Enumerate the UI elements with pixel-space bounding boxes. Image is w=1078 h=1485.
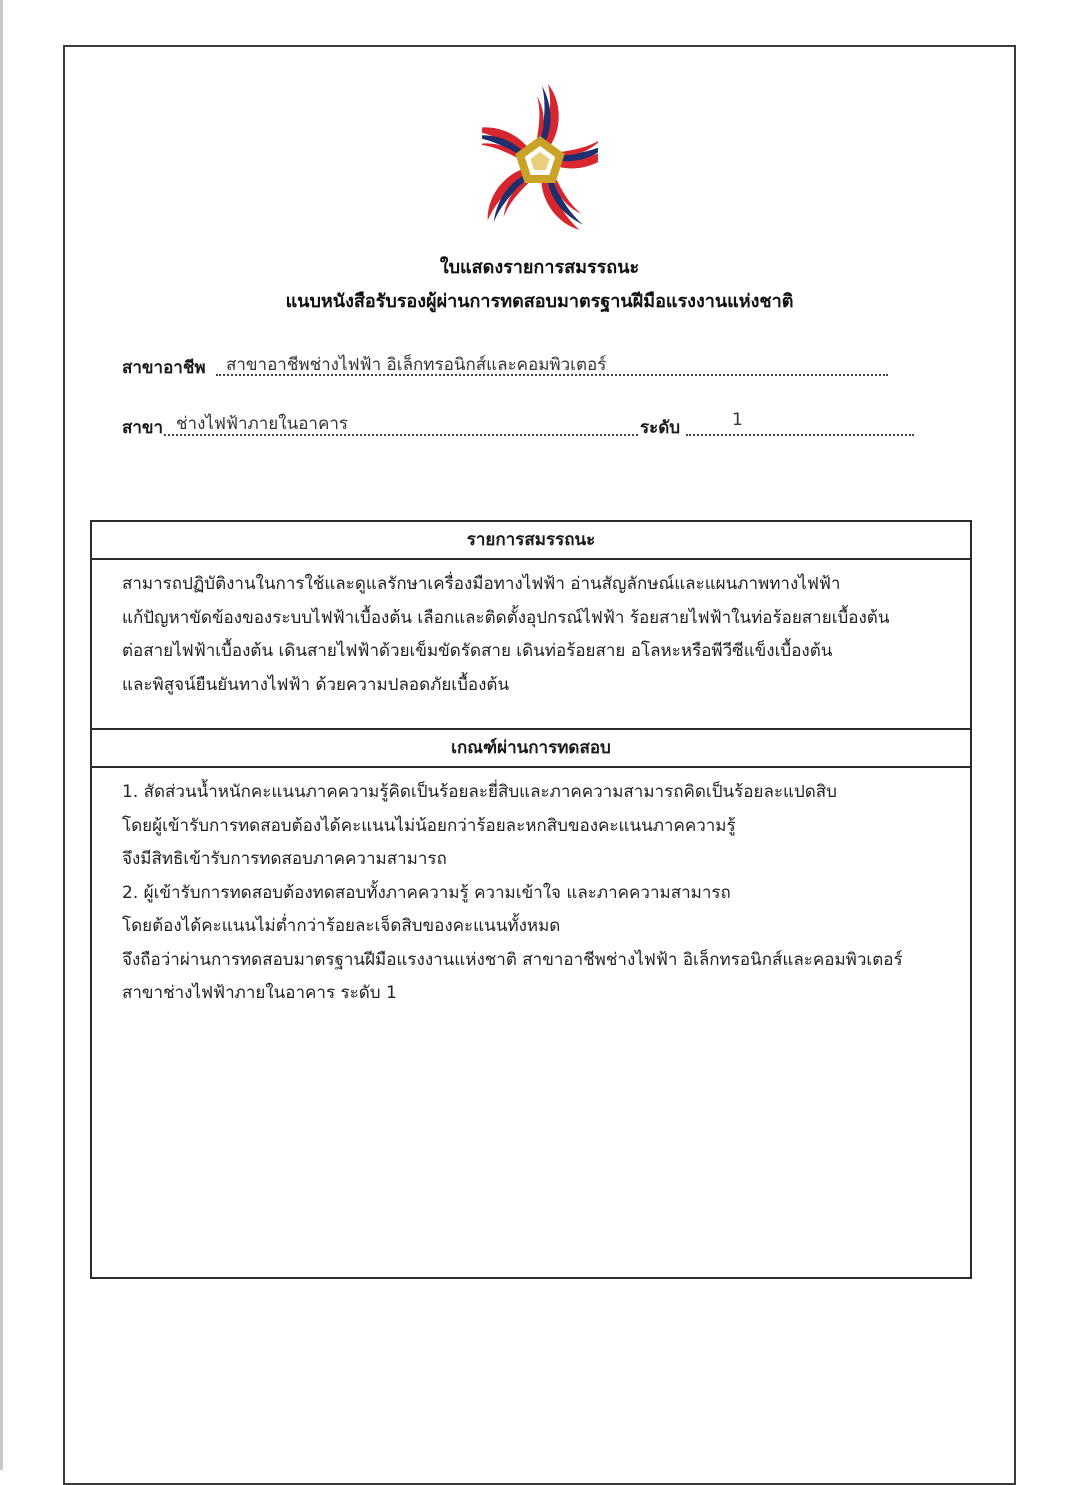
criteria-line: 1. สัดส่วนน้ำหนักคะแนนภาคความรู้คิดเป็นร้อยละยี่สิบและภาคความสามารถคิดเป็นร้อยละแปดสิบ [122,782,837,802]
competency-line: และพิสูจน์ยืนยันทางไฟฟ้า ด้วยความปลอดภัยเบื้องต้น [122,674,510,695]
criteria-line: โดยต้องได้คะแนนไม่ต่ำกว่าร้อยละเจ็ดสิบของคะแนนทั้งหมด [122,916,561,936]
dsd-emblem-logo [482,78,598,230]
competency-line: ต่อสายไฟฟ้าเบื้องต้น เดินสายไฟฟ้าด้วยเข็มขัดรัดสาย เดินท่อร้อยสาย อโลหะหรือพีวีซีแข็งเบื้องต้น [122,641,833,661]
page-left-edge [0,0,3,1470]
criteria-line: สาขาช่างไฟฟ้าภายในอาคาร ระดับ 1 [122,983,397,1003]
competency-line: สามารถปฏิบัติงานในการใช้และดูแลรักษาเครื่องมือทางไฟฟ้า อ่านสัญลักษณ์และแผนภาพทางไฟฟ้า [122,574,841,594]
level-label: ระดับ [640,418,681,438]
criteria-line: จึงมีสิทธิเข้ารับการทดสอบภาคความสามารถ [122,849,447,869]
title-competency-list: ใบแสดงรายการสมรรถนะ [439,257,640,278]
competency-body [92,560,970,702]
level-dotted-line [686,432,914,436]
criteria-line: โดยผู้เข้ารับการทดสอบต้องได้คะแนนไม่น้อยกว่าร้อยละหกสิบของคะแนนภาคความรู้ [122,815,736,836]
criteria-body [92,768,970,1011]
competency-line: แก้ปัญหาขัดข้องของระบบไฟฟ้าเบื้องต้น เลือกและติดตั้งอุปกรณ์ไฟฟ้า ร้อยสายไฟฟ้าในท่อร้อยสายเบื้องต้น [122,607,890,628]
level-value: 1 [732,410,743,430]
criteria-box [90,728,972,1279]
occupation-label: สาขาอาชีพ [122,358,206,378]
competency-heading: รายการสมรรถนะ [92,522,970,560]
criteria-line: จึงถือว่าผ่านการทดสอบมาตรฐานฝีมือแรงงานแห่งชาติ สาขาอาชีพช่างไฟฟ้า อิเล็กทรอนิกส์และคอมพิวเตอร์ [122,949,903,970]
competency-box [90,520,972,730]
branch-value: ช่างไฟฟ้าภายในอาคาร [176,414,348,434]
title-certificate-attachment: แนบหนังสือรับรองผู้ผ่านการทดสอบมาตรฐานฝีมือแรงงานแห่งชาติ [285,291,794,312]
occupation-value: สาขาอาชีพช่างไฟฟ้า อิเล็กทรอนิกส์และคอมพิวเตอร์ [226,355,607,375]
branch-label: สาขา [122,418,164,438]
criteria-heading: เกณฑ์ผ่านการทดสอบ [92,730,970,768]
criteria-line: 2. ผู้เข้ารับการทดสอบต้องทดสอบทั้งภาคความรู้ ความเข้าใจ และภาคความสามารถ [122,882,731,903]
